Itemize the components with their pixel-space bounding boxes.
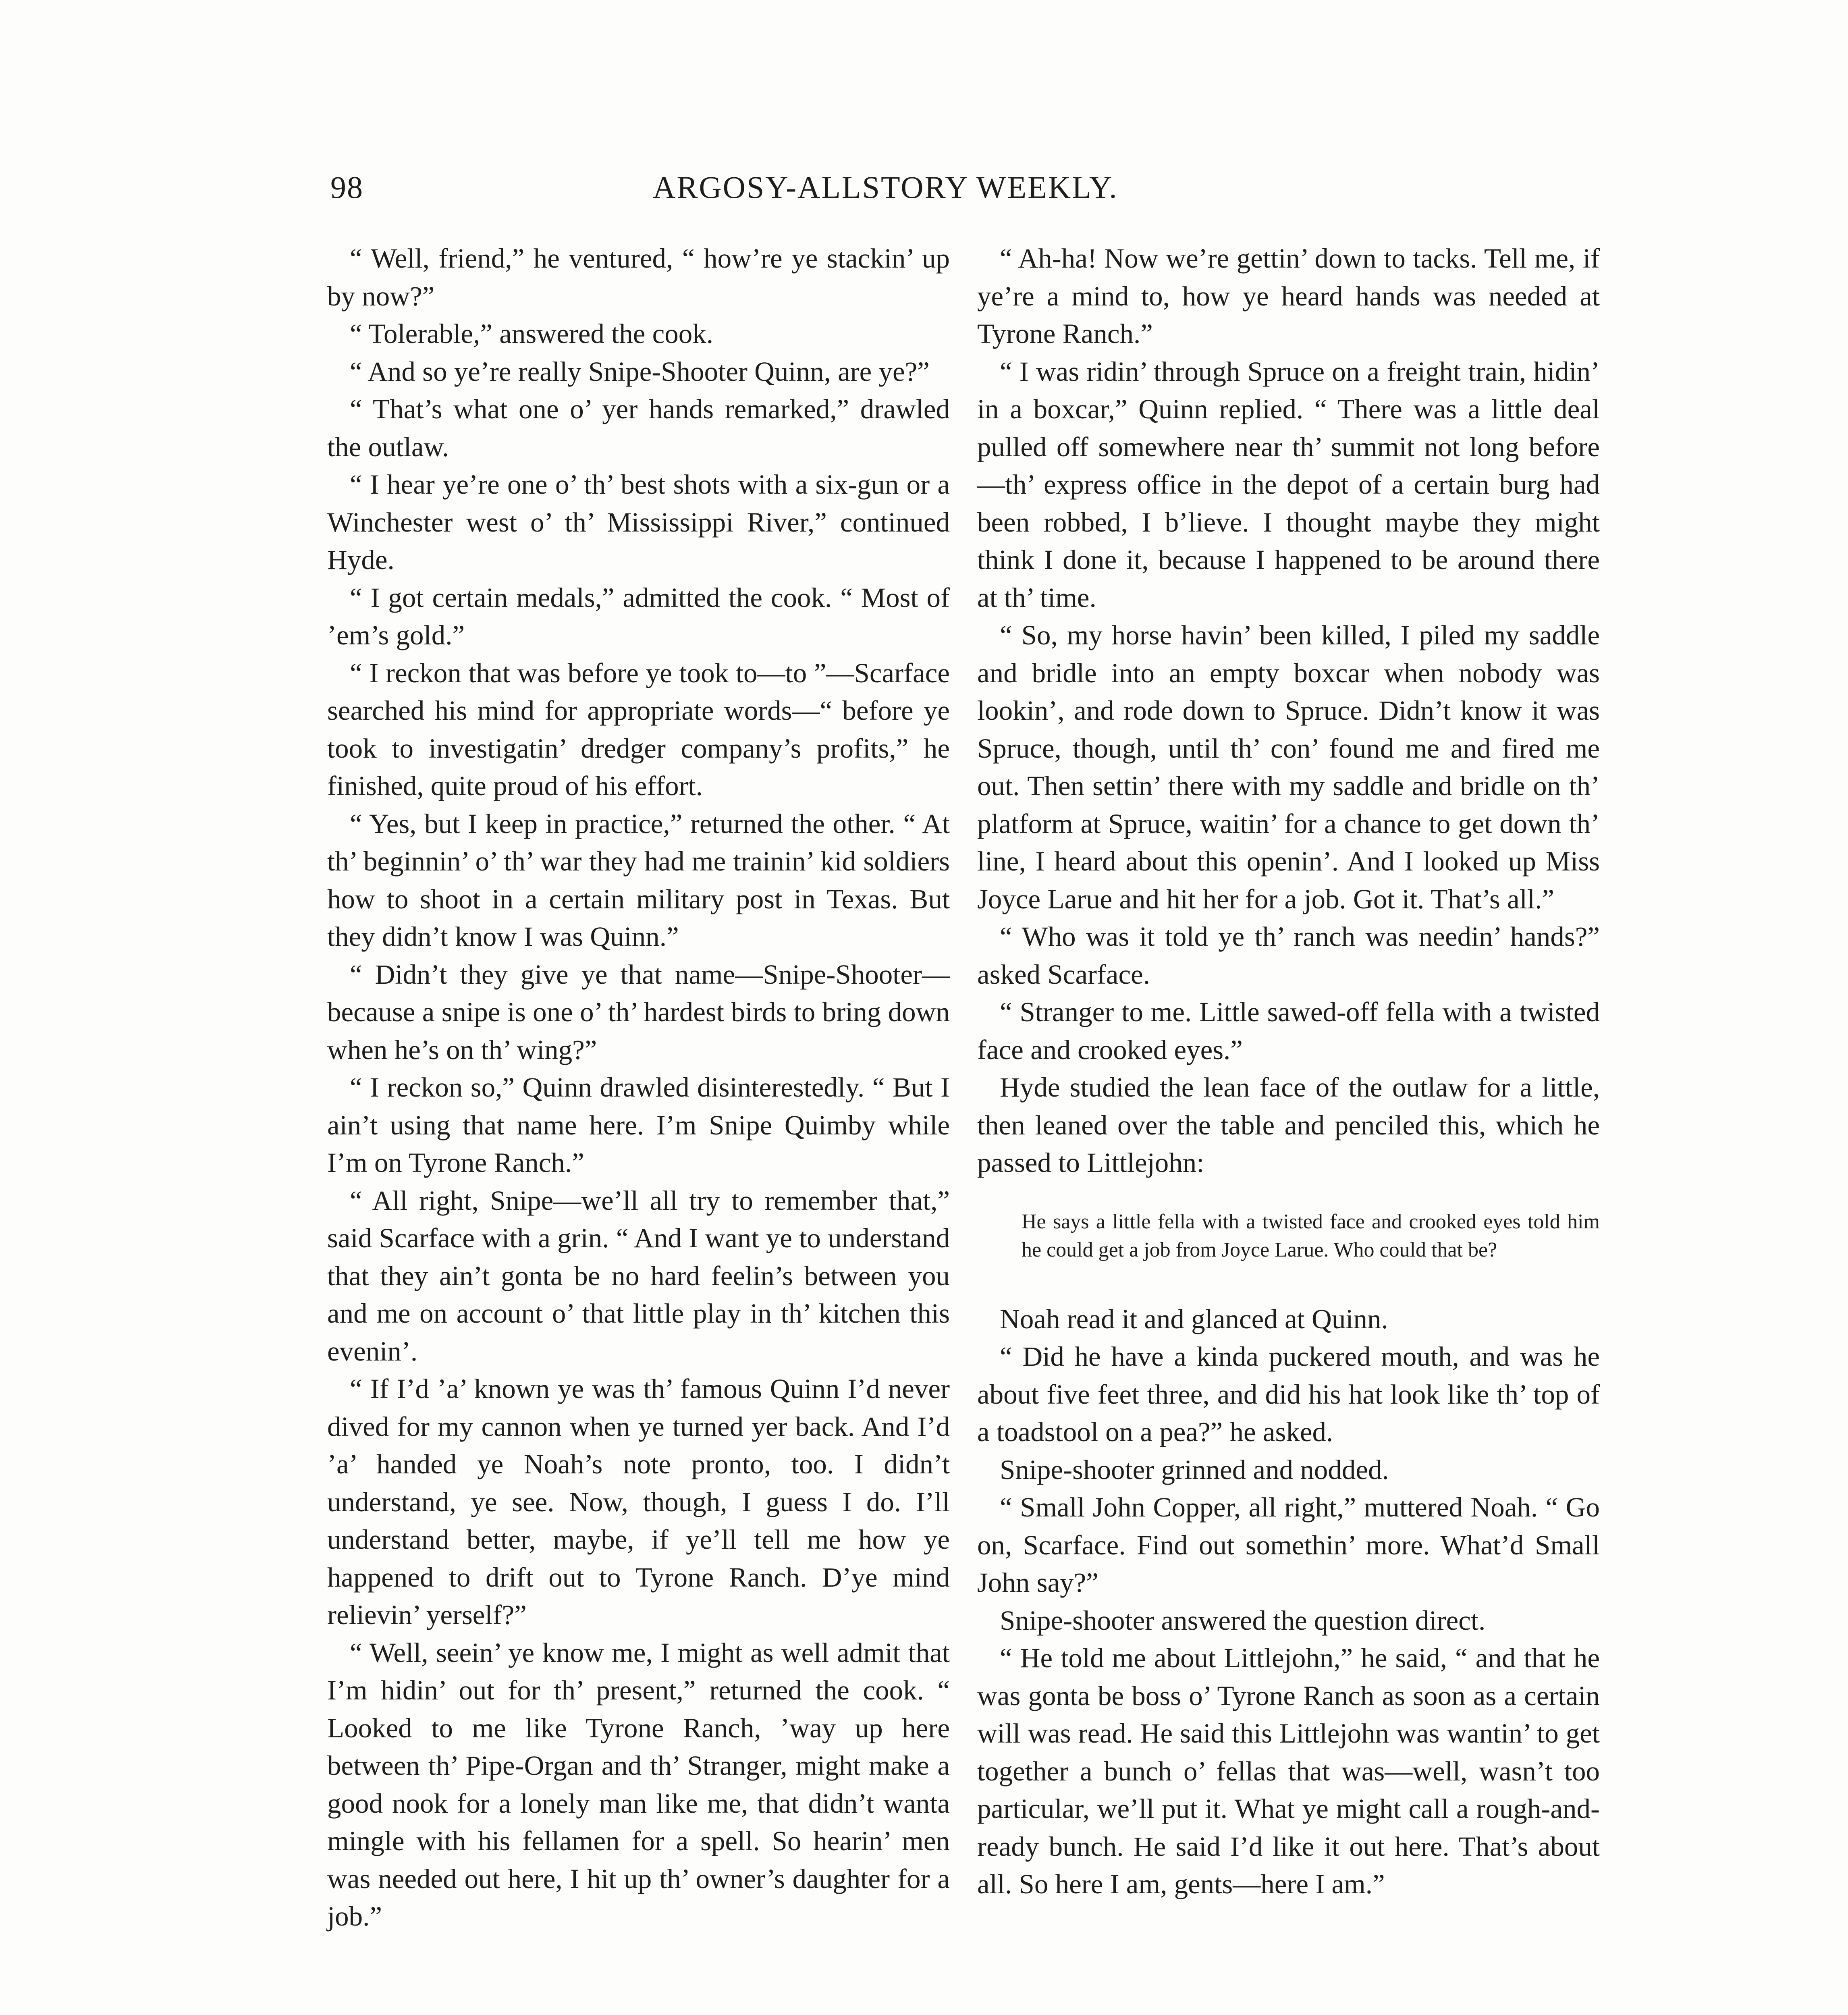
paragraph: Snipe-shooter grinned and nodded.	[1000, 1454, 1389, 1485]
paragraph: “ Didn’t they give ye that name—Snipe-Shooter—because a snipe is one o’ th’ hardest birds to bring down when he’s on th’ wing?”	[327, 959, 950, 1065]
paragraph: “ Well, friend,” he ventured, “ how’re ye stackin’ up by now?”	[327, 243, 950, 312]
paragraph: “ I was ridin’ through Spruce on a freight train, hidin’ in a boxcar,” Quinn replied. “ There was a little deal pulled off somewhere near th’ summit not long before—th’ express office in the depot of a certain burg had been robbed, I b’lieve. I thought maybe they might think I done it, because I happened to be around there at th’ time.	[977, 356, 1600, 613]
paragraph: Noah read it and glanced at Quinn.	[1000, 1303, 1388, 1334]
paragraph: “ I reckon so,” Quinn drawled disinterestedly. “ But I ain’t using that name here. I’m Snipe Quimby while I’m on Tyrone Ranch.”	[327, 1072, 950, 1178]
paragraph: “ I reckon that was before ye took to—to ”—Scarface searched his mind for appropriate words—“ before ye took to investigatin’ dredger company’s profits,” he finished, quite proud of his effort.	[327, 657, 950, 801]
paragraph: “ Did he have a kinda puckered mouth, and was he about five feet three, and did his hat look like th’ top of a toadstool on a pea?” he asked.	[977, 1341, 1600, 1447]
paragraph: “ Tolerable,” answered the cook.	[350, 318, 713, 349]
paragraph: “ I hear ye’re one o’ th’ best shots with a six-gun or a Winchester west o’ th’ Mississippi River,” continued Hyde.	[327, 469, 950, 575]
paragraph: “ All right, Snipe—we’ll all try to remember that,” said Scarface with a grin. “ And I want ye to understand that they ain’t gonta be no hard feelin’s between you and me on account o’ that little play in th’ kitchen this evenin’.	[327, 1185, 950, 1367]
paragraph: “ Small John Copper, all right,” muttered Noah. “ Go on, Scarface. Find out somethin’ more. What’d Small John say?”	[977, 1492, 1600, 1598]
paragraph: “ I got certain medals,” admitted the cook. “ Most of ’em’s gold.”	[327, 582, 950, 650]
penciled-note: He says a little fella with a twisted face and crooked eyes told him he could get a job from Joyce Larue. Who could that be?	[1022, 1210, 1600, 1261]
paragraph: “ So, my horse havin’ been killed, I piled my saddle and bridle into an empty boxcar when nobody was lookin’, and rode down to Spruce. Didn’t know it was Spruce, though, until th’ con’ found me and fired me out. Then settin’ there with my saddle and bridle on th’ platform at Spruce, waitin’ for a chance to get down th’ line, I heard about this openin’. And I looked up Miss Joyce Larue and hit her for a job. Got it. That’s all.”	[977, 620, 1600, 914]
paragraph: “ That’s what one o’ yer hands remarked,” drawled the outlaw.	[327, 394, 950, 462]
paragraph: “ Yes, but I keep in practice,” returned the other. “ At th’ beginnin’ o’ th’ war they had me trainin’ kid soldiers how to shoot in a certain military post in Texas. But they didn’t know I was Quinn.”	[327, 808, 950, 952]
paragraph: “ And so ye’re really Snipe-Shooter Quinn, are ye?”	[350, 356, 930, 387]
paragraph: “ Ah-ha! Now we’re gettin’ down to tacks. Tell me, if ye’re a mind to, how ye heard hands was needed at Tyrone Ranch.”	[977, 243, 1600, 349]
paragraph: “ Stranger to me. Little sawed-off fella with a twisted face and crooked eyes.”	[977, 997, 1600, 1065]
page-header	[330, 163, 1233, 212]
left-column	[327, 240, 950, 1936]
paragraph: Snipe-shooter answered the question direct.	[1000, 1605, 1486, 1636]
paragraph: Hyde studied the lean face of the outlaw for a little, then leaned over the table and penciled this, which he passed to Littlejohn:	[977, 1072, 1600, 1178]
paragraph: “ He told me about Littlejohn,” he said, “ and that he was gonta be boss o’ Tyrone Ranch as soon as a certain will was read. He said this Littlejohn was wantin’ to get together a bunch o’ fellas that was—well, wasn’t too particular, we’ll put it. What ye might call a rough-and-ready bunch. He said I’d like it out here. That’s about all. So here I am, gents—here I am.”	[977, 1643, 1600, 1899]
paragraph: “ Who was it told ye th’ ranch was needin’ hands?” asked Scarface.	[977, 921, 1600, 990]
running-head: ARGOSY-ALLSTORY WEEKLY.	[653, 170, 1118, 205]
paragraph: “ Well, seein’ ye know me, I might as well admit that I’m hidin’ out for th’ present,” returned the cook. “ Looked to me like Tyrone Ranch, ’way up here between th’ Pipe-Organ and th’ Stranger, might make a good nook for a lonely man like me, that didn’t wanta mingle with his fellamen for a spell. So hearin’ men was needed out here, I hit up th’ owner’s daughter for a job.”	[327, 1637, 950, 1932]
paragraph: “ If I’d ’a’ known ye was th’ famous Quinn I’d never dived for my cannon when ye turned yer back. And I’d ’a’ handed ye Noah’s note pronto, too. I didn’t understand, ye see. Now, though, I guess I do. I’ll understand better, maybe, if ye’ll tell me how ye happened to drift out to Tyrone Ranch. D’ye mind relievin’ yerself?”	[327, 1373, 950, 1630]
page-number: 98	[330, 170, 363, 205]
right-column	[977, 240, 1600, 1903]
